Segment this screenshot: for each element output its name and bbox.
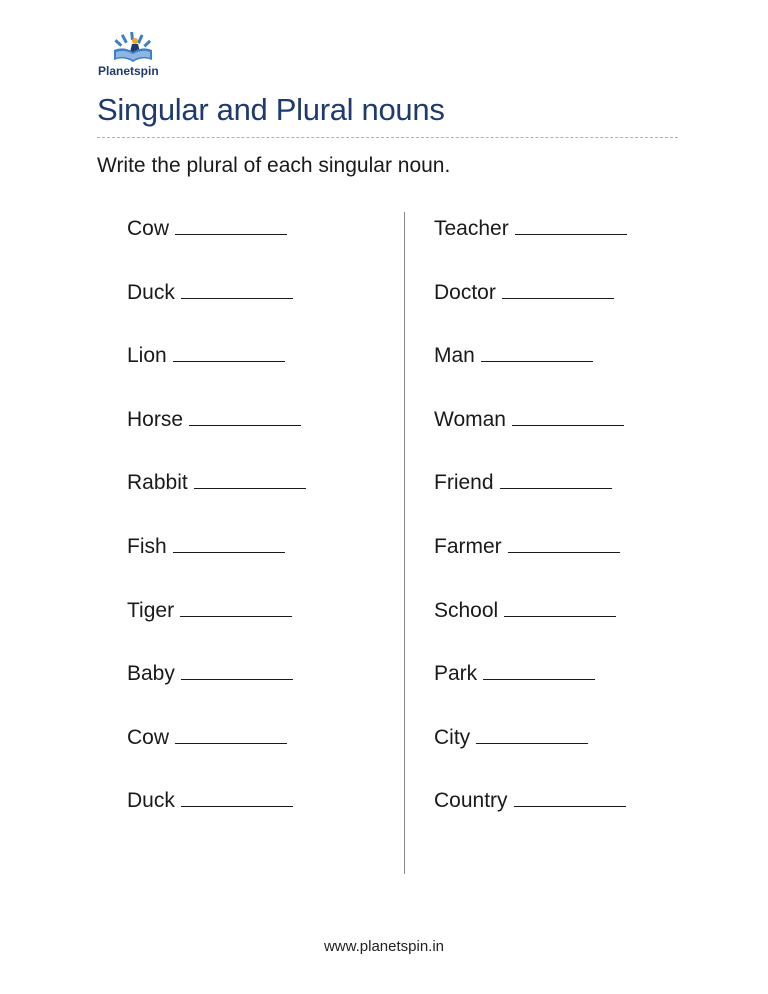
word-label: School [434,598,499,622]
answer-blank[interactable] [175,721,287,744]
word-item [434,339,627,403]
answer-blank[interactable] [181,657,293,680]
word-label: Park [434,662,478,686]
brand-logo [98,32,170,80]
word-label: Duck [127,280,175,304]
book-logo-icon [110,32,156,64]
word-item [127,276,306,340]
word-label: Teacher [434,217,509,240]
answer-blank[interactable] [500,466,612,489]
answer-blank[interactable] [481,339,593,362]
word-label: Doctor [434,280,496,304]
word-label: Cow [127,725,170,749]
word-item [434,466,627,530]
answer-blank[interactable] [483,657,595,680]
word-label: Friend [434,471,494,495]
answer-blank[interactable] [502,276,614,299]
word-item [434,530,627,594]
word-item [127,212,306,276]
right-word-column [434,212,627,848]
word-item [127,339,306,403]
answer-blank[interactable] [175,212,287,235]
word-item [127,721,306,785]
word-label: Fish [127,534,167,558]
word-item [127,784,306,848]
answer-blank[interactable] [180,594,292,617]
word-item [434,212,627,276]
left-word-column [127,212,306,848]
word-item [127,403,306,467]
column-divider [404,212,405,874]
word-label: Country [434,789,508,813]
logo-text: Planetspin [98,64,159,78]
word-item [127,657,306,721]
instruction-text: Write the plural of each singular noun. [97,154,451,177]
word-item [127,530,306,594]
answer-blank[interactable] [508,530,620,553]
word-label: Farmer [434,534,502,558]
word-label: Lion [127,344,167,368]
word-label: Horse [127,407,184,431]
answer-blank[interactable] [504,594,616,617]
answer-blank[interactable] [515,212,627,235]
word-item [434,403,627,467]
word-label: Cow [127,217,170,240]
answer-blank[interactable] [181,276,293,299]
answer-blank[interactable] [514,784,626,807]
title-divider [97,137,678,138]
answer-blank[interactable] [173,339,285,362]
word-item [434,721,627,785]
word-item [434,784,627,848]
page-title: Singular and Plural nouns [97,92,445,127]
word-label: Woman [434,407,506,431]
answer-blank[interactable] [512,403,624,426]
answer-blank[interactable] [476,721,588,744]
word-label: City [434,725,471,749]
word-label: Duck [127,789,175,813]
answer-blank[interactable] [189,403,301,426]
word-item [127,466,306,530]
word-item [434,657,627,721]
word-label: Man [434,344,475,368]
footer-url: www.planetspin.in [323,938,445,955]
word-item [434,594,627,658]
answer-blank[interactable] [181,784,293,807]
word-label: Tiger [127,598,175,622]
word-item [127,594,306,658]
word-item [434,276,627,340]
word-label: Rabbit [127,471,188,495]
word-label: Baby [127,662,175,686]
answer-blank[interactable] [173,530,285,553]
answer-blank[interactable] [194,466,306,489]
